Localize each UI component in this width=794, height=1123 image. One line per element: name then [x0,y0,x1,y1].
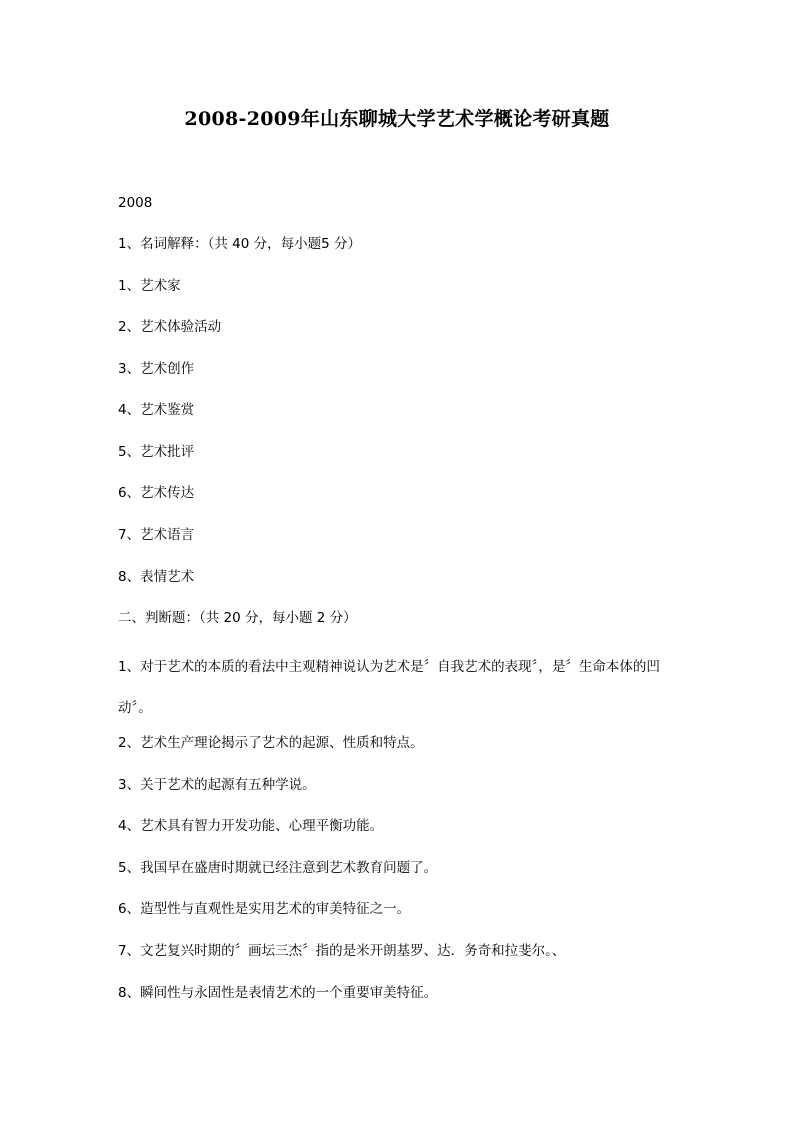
section1-item: 6、艺术传达 [118,485,195,501]
document-title: 2008-2009年山东聊城大学艺术学概论考研真题 [184,108,610,130]
section2-heading: 二、判断题：（共 20 分，每小题 2 分） [118,610,357,626]
section1-item: 8、表情艺术 [118,569,195,585]
section2-item: 6、造型性与直观性是实用艺术的审美特征之一。 [118,901,411,917]
section1-item: 4、艺术鉴赏 [118,402,195,418]
section2-item: 8、瞬间性与永固性是表情艺术的一个重要审美特征。 [118,985,438,1001]
section2-item: 1、对于艺术的本质的看法中主观精神说认为艺术是〞自我艺术的表现〞，是〞生命本体的凹动〞。 [118,659,660,716]
section2-item: 5、我国早在盛唐时期就已经注意到艺术教育问题了。 [118,860,438,876]
section1-item: 2、艺术体验活动 [118,319,222,335]
section2-item: 2、艺术生产理论揭示了艺术的起源、性质和特点。 [118,735,424,751]
section2-item: 7、文艺复兴时期的〞画坛三杰〞指的是米开朗基罗、达．务奇和拉斐尔。、 [118,943,566,959]
section1-item: 7、艺术语言 [118,527,195,543]
section1-heading: 1、名词解释：（共 40 分，每小题5 分） [118,236,361,252]
section2-item: 4、艺术具有智力开发功能、心理平衡功能。 [118,818,384,834]
section1-item: 3、艺术创作 [118,361,195,377]
year-label: 2008 [118,195,153,211]
section2-item: 3、关于艺术的起源有五种学说。 [118,777,316,793]
section1-item: 5、艺术批评 [118,444,195,460]
section1-item: 1、艺术家 [118,278,181,294]
